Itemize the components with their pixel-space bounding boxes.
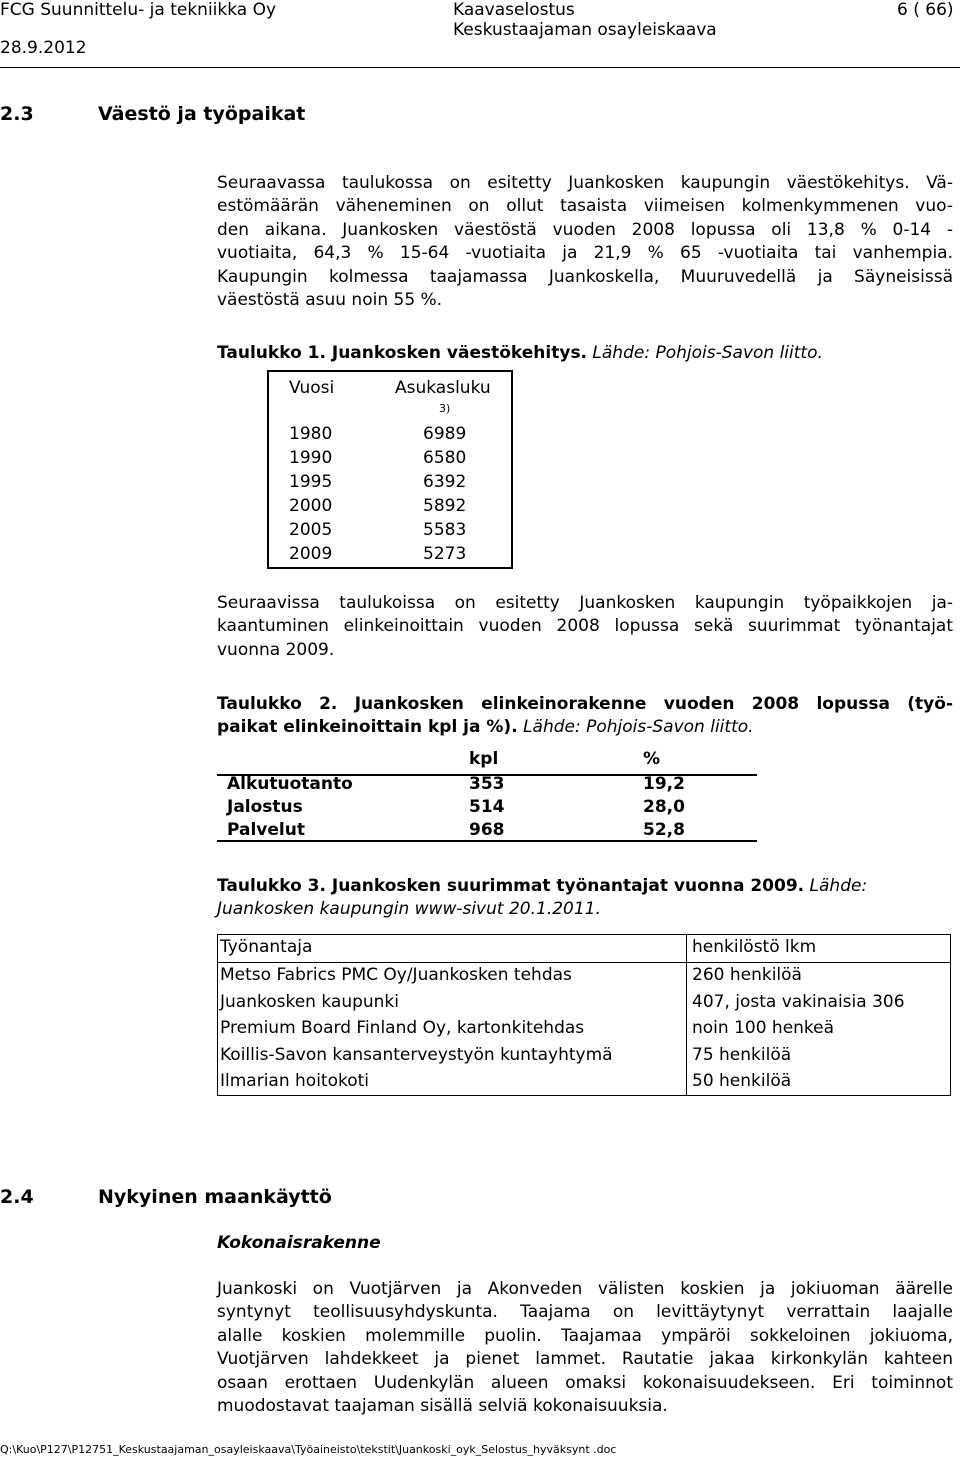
section-heading-2-4	[0, 1186, 960, 1210]
cell-staff: 407, josta vakinaisia 306	[692, 992, 905, 1012]
table-header-divider	[218, 962, 950, 963]
paragraph-workplaces	[217, 592, 953, 662]
cell-population: 6580	[423, 448, 467, 468]
caption-source: Juankosken kaupungin www-sivut 20.1.2011.	[217, 899, 601, 919]
header-date: 28.9.2012	[0, 38, 87, 58]
cell-employer: Metso Fabrics PMC Oy/Juankosken tehdas	[220, 965, 572, 985]
caption-source: Lähde:	[809, 876, 868, 896]
column-header-kpl: kpl	[469, 749, 499, 769]
cell-sector: Alkutuotanto	[227, 774, 353, 794]
table3-caption	[217, 875, 953, 921]
text-line: den aikana. Juankosken väestöstä vuoden 2008 lopussa oli 13,8 % 0-14 -	[217, 219, 953, 240]
cell-employer: Koillis-Savon kansanterveystyön kuntayhtymä	[220, 1045, 613, 1065]
column-header-population: Asukasluku	[395, 378, 491, 398]
cell-employer: Ilmarian hoitokoti	[220, 1071, 370, 1091]
section-title: Nykyinen maankäyttö	[98, 1186, 332, 1208]
header-doc-title: Kaavaselostus	[453, 0, 575, 20]
cell-year: 1995	[289, 472, 333, 492]
section-number: 2.3	[0, 103, 34, 125]
header-company: FCG Suunnittelu- ja tekniikka Oy	[0, 0, 277, 20]
table-row	[269, 424, 511, 448]
text-line: Seuraavissa taulukoissa on esitetty Juankosken kaupungin työpaikkojen ja-	[217, 593, 953, 613]
cell-sector: Palvelut	[227, 820, 305, 840]
industry-structure-table	[217, 749, 757, 843]
employers-table	[217, 934, 951, 1096]
caption-bold: Taulukko 1. Juankosken väestökehitys.	[217, 343, 588, 363]
paragraph-population	[217, 172, 953, 312]
caption-source: Lähde: Pohjois-Savon liitto.	[592, 343, 823, 363]
cell-employer: Premium Board Finland Oy, kartonkitehdas	[220, 1018, 585, 1038]
cell-year: 1980	[289, 424, 333, 444]
column-header-percent: %	[643, 749, 661, 769]
cell-percent: 52,8	[643, 820, 685, 840]
caption-source: Lähde: Pohjois-Savon liitto.	[523, 717, 754, 737]
table-row	[269, 520, 511, 544]
population-table	[267, 370, 513, 569]
cell-staff: noin 100 henkeä	[692, 1018, 835, 1038]
text-line: Kaupungin kolmessa taajamassa Juankoskella, Muuruvedellä ja Säyneisissä	[217, 266, 953, 287]
cell-percent: 28,0	[643, 797, 685, 817]
cell-kpl: 968	[469, 820, 505, 840]
table-row	[217, 774, 757, 797]
table-row	[269, 544, 511, 568]
table1-caption	[217, 342, 953, 365]
column-header-year: Vuosi	[289, 378, 335, 398]
cell-population: 6989	[423, 424, 467, 444]
text-line: osaan erottaen Uudenkylän alueen omaksi kokonaisuudekseen. Eri toiminnot	[217, 1372, 953, 1393]
footnote-marker: 3)	[439, 402, 451, 415]
table-column-divider	[686, 935, 687, 1095]
text-line: Seuraavassa taulukossa on esitetty Juankosken kaupungin väestökehitys. Vä-	[217, 173, 953, 193]
caption-bold: Taulukko 3. Juankosken suurimmat työnantajat vuonna 2009.	[217, 876, 805, 896]
table-rule	[217, 840, 757, 842]
cell-percent: 19,2	[643, 774, 685, 794]
cell-staff: 260 henkilöä	[692, 965, 802, 985]
footer-file-path: Q:\Kuo\P127\P12751_Keskustaajaman_osayleiskaava\Työaineisto\tekstit\Juankoski_oyk_Selostus_hyväksynt .doc	[0, 1443, 617, 1456]
table2-caption	[217, 693, 953, 739]
cell-year: 1990	[289, 448, 333, 468]
text-line: kaantuminen elinkeinoittain vuoden 2008 lopussa sekä suurimmat työnantajat	[217, 616, 953, 637]
header-doc-subtitle: Keskustaajaman osayleiskaava	[453, 20, 717, 40]
section-heading-2-3	[0, 103, 960, 127]
table-row	[269, 472, 511, 496]
text-line: syntynyt teollisuusyhdyskunta. Taajama on levittäytynyt verrattain laajalle	[217, 1302, 953, 1323]
section-number: 2.4	[0, 1186, 34, 1208]
cell-population: 5273	[423, 544, 467, 564]
cell-kpl: 514	[469, 797, 505, 817]
column-header-employer: Työnantaja	[220, 937, 313, 957]
text-line: väestöstä asuu noin 55 %.	[217, 290, 443, 311]
header-divider	[0, 67, 960, 68]
column-header-staff: henkilöstö lkm	[692, 937, 817, 957]
table-row	[269, 448, 511, 472]
section-title: Väestö ja työpaikat	[98, 103, 306, 125]
paragraph-land-use	[217, 1278, 953, 1418]
cell-sector: Jalostus	[227, 797, 303, 817]
text-line: vuonna 2009.	[217, 639, 335, 660]
text-line: Vuotjärven lahdekkeet ja pienet lammet. Rautatie jakaa kirkonkylän kahteen	[217, 1349, 953, 1370]
cell-year: 2000	[289, 496, 333, 516]
text-line: Juankoski on Vuotjärven ja Akonveden välisten koskien ja jokiuoman äärelle	[217, 1279, 953, 1299]
header-page-number: 6 ( 66)	[897, 0, 954, 20]
text-line: alalle koskien molemmille puolin. Taajamaa ympäröi sokkeloinen jokiuoma,	[217, 1325, 953, 1346]
cell-staff: 50 henkilöä	[692, 1071, 792, 1091]
cell-employer: Juankosken kaupunki	[220, 992, 399, 1012]
text-line: muodostavat taajaman sisällä selviä kokonaisuuksia.	[217, 1396, 668, 1417]
caption-bold: Taulukko 2. Juankosken elinkeinorakenne vuoden 2008 lopussa (työ-	[217, 694, 953, 714]
caption-bold: paikat elinkeinoittain kpl ja %).	[217, 717, 518, 737]
cell-year: 2009	[289, 544, 333, 564]
cell-year: 2005	[289, 520, 333, 540]
table-row	[269, 496, 511, 520]
cell-population: 6392	[423, 472, 467, 492]
text-line: vuotiaita, 64,3 % 15-64 -vuotiaita ja 21,9 % 65 -vuotiaita tai vanhempia.	[217, 243, 953, 264]
text-line: estömäärän väheneminen on ollut tasaista viimeisen kolmenkymmenen vuo-	[217, 196, 953, 217]
cell-staff: 75 henkilöä	[692, 1045, 792, 1065]
subheading: Kokonaisrakenne	[217, 1233, 381, 1253]
cell-population: 5583	[423, 520, 467, 540]
cell-kpl: 353	[469, 774, 505, 794]
table-row	[217, 797, 757, 820]
cell-population: 5892	[423, 496, 467, 516]
